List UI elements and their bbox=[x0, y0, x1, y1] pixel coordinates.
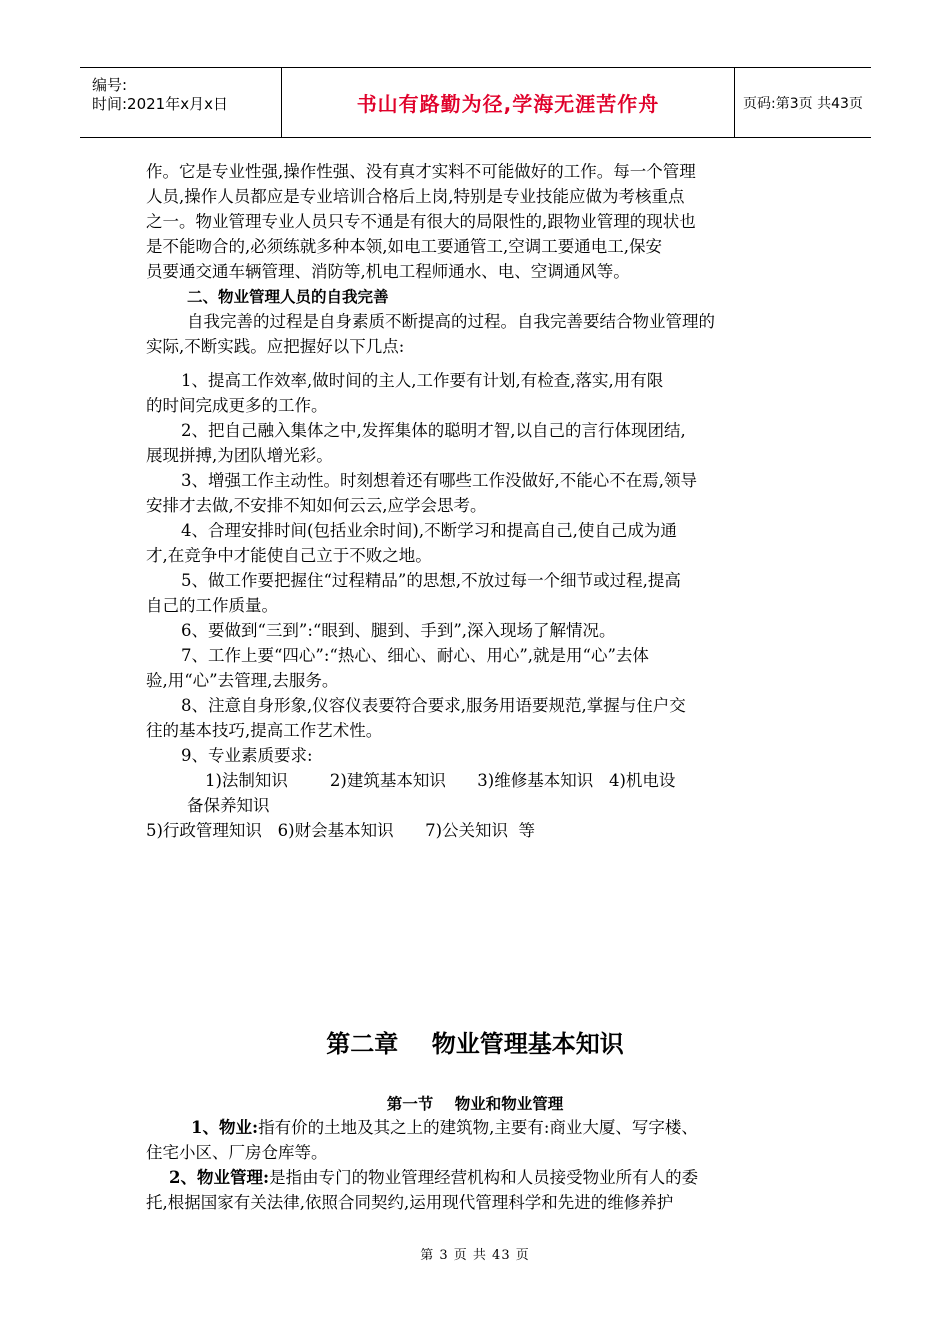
section-title: 第一节 物业和物业管理 bbox=[386, 1095, 564, 1113]
definition-line bbox=[191, 1117, 698, 1139]
list-item-cont: 安排才去做,不安排不知如何云云,应学会思考。 bbox=[146, 496, 487, 515]
definition-text: 是指由专门的物业管理经营机构和人员接受物业所有人的委 bbox=[269, 1168, 699, 1187]
definition-term: 1、物业: bbox=[191, 1118, 259, 1137]
paragraph-line: 实际,不断实践。应把握好以下几点: bbox=[146, 337, 405, 356]
paragraph-line: 自我完善的过程是自身素质不断提高的过程。自我完善要结合物业管理的 bbox=[187, 312, 715, 331]
paragraph-line: 作。它是专业性强,操作性强、没有真才实料不可能做好的工作。每一个管理 bbox=[146, 162, 696, 181]
chapter-title: 第二章 物业管理基本知识 bbox=[326, 1030, 624, 1058]
definition-text: 指有价的土地及其之上的建筑物,主要有:商业大厦、写字楼、 bbox=[258, 1118, 698, 1137]
list-item-cont: 的时间完成更多的工作。 bbox=[146, 396, 328, 415]
definition-line: 住宅小区、厂房仓库等。 bbox=[146, 1143, 328, 1162]
list-item-cont: 自己的工作质量。 bbox=[146, 596, 278, 615]
definition-line: 托,根据国家有关法律,依照合同契约,运用现代管理科学和先进的维修养护 bbox=[146, 1193, 674, 1212]
list-item: 9、专业素质要求: bbox=[181, 746, 313, 765]
number-label: 编号: bbox=[92, 76, 128, 94]
header-page-info: 页码:第3页 共43页 bbox=[743, 95, 863, 112]
knowledge-line: 5)行政管理知识 6)财会基本知识 7)公关知识 等 bbox=[146, 821, 535, 840]
list-item-cont: 往的基本技巧,提高工作艺术性。 bbox=[146, 721, 383, 740]
knowledge-line: 备保养知识 bbox=[187, 796, 270, 815]
list-item: 7、工作上要“四心”:“热心、细心、耐心、用心”,就是用“心”去体 bbox=[181, 646, 649, 665]
list-item: 8、注意自身形象,仪容仪表要符合要求,服务用语要规范,掌握与住户交 bbox=[181, 696, 686, 715]
list-item: 4、合理安排时间(包括业余时间),不断学习和提高自己,使自己成为通 bbox=[181, 521, 677, 540]
definition-line bbox=[169, 1167, 698, 1189]
list-item-cont: 展现拼搏,为团队增光彩。 bbox=[146, 446, 333, 465]
list-item: 2、把自己融入集体之中,发挥集体的聪明才智,以自己的言行体现团结, bbox=[181, 421, 686, 440]
list-item: 6、要做到“三到”:“眼到、腿到、手到”,深入现场了解情况。 bbox=[181, 621, 616, 640]
header-meta-cell bbox=[80, 68, 282, 137]
time-label: 时间:2021年x月x日 bbox=[92, 95, 228, 113]
list-item-cont: 验,用“心”去管理,去服务。 bbox=[146, 671, 339, 690]
paragraph-line: 员要通交通车辆管理、消防等,机电工程师通水、电、空调通风等。 bbox=[146, 262, 630, 281]
section-heading: 二、物业管理人员的自我完善 bbox=[187, 288, 389, 306]
list-item: 1、提高工作效率,做时间的主人,工作要有计划,有检查,落实,用有限 bbox=[181, 371, 664, 390]
list-item-cont: 才,在竞争中才能使自己立于不败之地。 bbox=[146, 546, 432, 565]
document-header bbox=[80, 67, 871, 138]
definition-term: 2、物业管理: bbox=[169, 1168, 270, 1187]
paragraph-line: 之一。物业管理专业人员只专不通是有很大的局限性的,跟物业管理的现状也 bbox=[146, 212, 696, 231]
list-item: 3、增强工作主动性。时刻想着还有哪些工作没做好,不能心不在焉,领导 bbox=[181, 471, 697, 490]
list-item: 5、做工作要把握住“过程精品”的思想,不放过每一个细节或过程,提高 bbox=[181, 571, 681, 590]
header-motto: 书山有路勤为径,学海无涯苦作舟 bbox=[282, 68, 735, 137]
paragraph-line: 人员,操作人员都应是专业培训合格后上岗,特别是专业技能应做为考核重点 bbox=[146, 187, 685, 206]
page-footer: 第 3 页 共 43 页 bbox=[420, 1248, 530, 1263]
knowledge-line: 1)法制知识 2)建筑基本知识 3)维修基本知识 4)机电设 bbox=[205, 771, 676, 790]
paragraph-line: 是不能吻合的,必须练就多种本领,如电工要通管工,空调工要通电工,保安 bbox=[146, 237, 662, 256]
